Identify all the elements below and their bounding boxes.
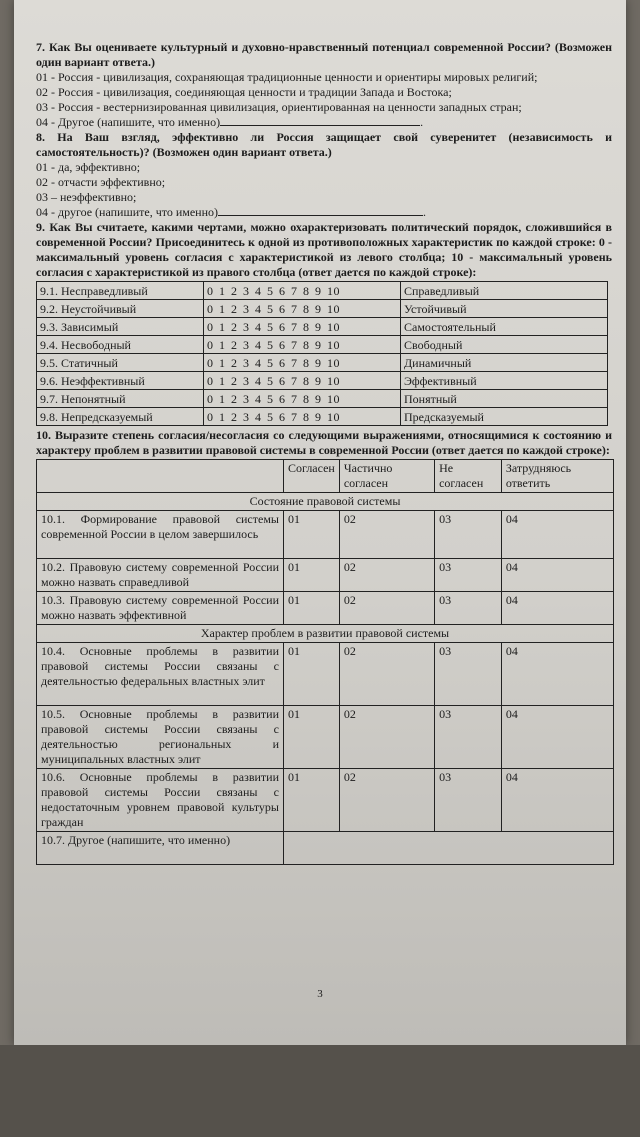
q7-title: 7. Как Вы оцениваете культурный и духовно-нравственный потенциал современной России? (Возможен один вариант ответа.): [36, 40, 612, 69]
answer-code-03[interactable]: 03: [435, 559, 502, 592]
section-legal-system-state: Состояние правовой системы: [37, 493, 614, 511]
q10-statement: 10.5. Основные проблемы в развитии правовой системы России связаны с деятельностью региональных и муниципальных властных элит: [37, 706, 284, 769]
answer-code-04[interactable]: 04: [501, 769, 613, 832]
q9-left-label: 9.3. Зависимый: [37, 318, 204, 336]
answer-code-04[interactable]: 04: [501, 706, 613, 769]
q9-title: 9. Как Вы считаете, какими чертами, можно охарактеризовать политический порядок, сложившийся в современной России? Присоединитесь к одной из противоположных характеристик по каждой строке: 0 - максимальный уровень согласия с характеристикой из левого столбца; 10 - максимальный уровень согласия с характеристикой из правого столбца (ответ дается по каждой строке):: [36, 220, 612, 279]
answer-code-04[interactable]: 04: [501, 511, 613, 559]
q9-scale-values[interactable]: 0 1 2 3 4 5 6 7 8 9 10: [204, 318, 401, 336]
q10-section-row: [37, 493, 614, 511]
q10-statement-row: [37, 643, 614, 706]
q9-row: [37, 372, 608, 390]
q10-statement-row: [37, 592, 614, 625]
q8-option-2: 02 - отчасти эффективно;: [36, 175, 166, 189]
q9-left-label: 9.5. Статичный: [37, 354, 204, 372]
answer-code-03[interactable]: 03: [435, 643, 502, 706]
q9-row: [37, 282, 608, 300]
q7-option-3: 03 - Россия - вестернизированная цивилизация, ориентированная на ценности западных стран;: [36, 100, 522, 114]
document-page: [14, 0, 626, 1045]
answer-code-04[interactable]: 04: [501, 559, 613, 592]
answer-code-04[interactable]: 04: [501, 643, 613, 706]
answer-code-03[interactable]: 03: [435, 511, 502, 559]
q9-right-label: Динамичный: [401, 354, 608, 372]
q10-statement: 10.3. Правовую систему современной России можно назвать эффективной: [37, 592, 284, 625]
q10-statement-row: [37, 511, 614, 559]
question-9: [36, 220, 612, 426]
q8-option-other: 04 - другое (напишите, что именно) .: [36, 205, 427, 219]
q10-statement: 10.6. Основные проблемы в развитии правовой системы России связаны с недостаточным уровнем правовой культуры граждан: [37, 769, 284, 832]
q9-right-label: Устойчивый: [401, 300, 608, 318]
answer-code-01[interactable]: 01: [284, 592, 340, 625]
q10-header-empty: [37, 460, 284, 493]
q10-other-answer-field[interactable]: [284, 832, 614, 865]
q7-option-2: 02 - Россия - цивилизация, соединяющая ценности и традиции Запада и Востока;: [36, 85, 452, 99]
q8-title: 8. На Ваш взгляд, эффективно ли Россия защищает свой суверенитет (независимость и самостоятельность)? (Возможен один вариант ответа.): [36, 130, 612, 159]
page-number: 3: [317, 988, 323, 1000]
q7-other-label: 04 - Другое (напишите, что именно): [36, 115, 221, 129]
answer-code-02[interactable]: 02: [339, 592, 434, 625]
q9-scale-values[interactable]: 0 1 2 3 4 5 6 7 8 9 10: [204, 354, 401, 372]
answer-code-01[interactable]: 01: [284, 706, 340, 769]
q9-right-label: Свободный: [401, 336, 608, 354]
q10-header-row: [37, 460, 614, 493]
answer-code-02[interactable]: 02: [339, 511, 434, 559]
q9-row: [37, 318, 608, 336]
q10-statement-row: [37, 769, 614, 832]
header-hard-to-answer: Затрудняюсь ответить: [501, 460, 613, 493]
q9-left-label: 9.6. Неэффективный: [37, 372, 204, 390]
q9-scale-values[interactable]: 0 1 2 3 4 5 6 7 8 9 10: [204, 408, 401, 426]
q10-statement: 10.2. Правовую систему современной России можно назвать справедливой: [37, 559, 284, 592]
answer-code-02[interactable]: 02: [339, 643, 434, 706]
q9-left-label: 9.8. Непредсказуемый: [37, 408, 204, 426]
answer-code-03[interactable]: 03: [435, 769, 502, 832]
q9-left-label: 9.2. Неустойчивый: [37, 300, 204, 318]
q9-left-label: 9.7. Непонятный: [37, 390, 204, 408]
q10-other-label: 10.7. Другое (напишите, что именно): [37, 832, 284, 865]
q10-title: 10. Выразите степень согласия/несогласия со следующими выражениями, относящимися к состоянию и характеру проблем в развитии правовой системы в современной России (ответ дается по каждой строке):: [36, 428, 612, 457]
q8-option-3: 03 – неэффективно;: [36, 190, 137, 204]
background-surface: [0, 1045, 640, 1137]
q9-scale-values[interactable]: 0 1 2 3 4 5 6 7 8 9 10: [204, 372, 401, 390]
q7-option-1: 01 - Россия - цивилизация, сохраняющая традиционные ценности и ориентиры мировых религий;: [36, 70, 538, 84]
answer-code-02[interactable]: 02: [339, 559, 434, 592]
q10-section-row: [37, 625, 614, 643]
section-problems-nature: Характер проблем в развитии правовой системы: [37, 625, 614, 643]
q8-other-label: 04 - другое (напишите, что именно): [36, 205, 219, 219]
q8-option-1: 01 - да, эффективно;: [36, 160, 141, 174]
q10-statement: 10.1. Формирование правовой системы современной России в целом завершилось: [37, 511, 284, 559]
q9-right-label: Предсказуемый: [401, 408, 608, 426]
answer-code-01[interactable]: 01: [284, 769, 340, 832]
q9-right-label: Эффективный: [401, 372, 608, 390]
q9-scale-values[interactable]: 0 1 2 3 4 5 6 7 8 9 10: [204, 282, 401, 300]
q9-row: [37, 408, 608, 426]
answer-code-02[interactable]: 02: [339, 706, 434, 769]
q7-option-other: 04 - Другое (напишите, что именно) .: [36, 115, 424, 129]
question-8: [36, 130, 612, 220]
q9-left-label: 9.1. Несправедливый: [37, 282, 204, 300]
q9-scale-values[interactable]: 0 1 2 3 4 5 6 7 8 9 10: [204, 336, 401, 354]
answer-code-03[interactable]: 03: [435, 592, 502, 625]
answer-code-02[interactable]: 02: [339, 769, 434, 832]
q9-scale-values[interactable]: 0 1 2 3 4 5 6 7 8 9 10: [204, 390, 401, 408]
q9-right-label: Справедливый: [401, 282, 608, 300]
q9-row: [37, 300, 608, 318]
header-partly-agree: Частично согласен: [339, 460, 434, 493]
answer-code-01[interactable]: 01: [284, 559, 340, 592]
q8-other-line: [218, 205, 423, 216]
q9-row: [37, 390, 608, 408]
answer-code-04[interactable]: 04: [501, 592, 613, 625]
answer-code-03[interactable]: 03: [435, 706, 502, 769]
q10-statement: 10.4. Основные проблемы в развитии правовой системы России связаны с деятельностью федеральных властных элит: [37, 643, 284, 706]
questionnaire-content: [36, 40, 612, 865]
answer-code-01[interactable]: 01: [284, 511, 340, 559]
q9-row: [37, 336, 608, 354]
answer-code-01[interactable]: 01: [284, 643, 340, 706]
header-disagree: Не согласен: [435, 460, 502, 493]
q10-statement-row: [37, 559, 614, 592]
question-10: [36, 428, 612, 865]
question-7: [36, 40, 612, 130]
q9-left-label: 9.4. Несвободный: [37, 336, 204, 354]
header-agree: Согласен: [284, 460, 340, 493]
q10-other-row: [37, 832, 614, 865]
q7-other-line: [220, 115, 420, 126]
q10-statement-row: [37, 706, 614, 769]
q9-row: [37, 354, 608, 372]
q9-scale-table: [36, 281, 608, 426]
q10-table: [36, 459, 614, 865]
q9-right-label: Самостоятельный: [401, 318, 608, 336]
q9-right-label: Понятный: [401, 390, 608, 408]
q9-scale-values[interactable]: 0 1 2 3 4 5 6 7 8 9 10: [204, 300, 401, 318]
